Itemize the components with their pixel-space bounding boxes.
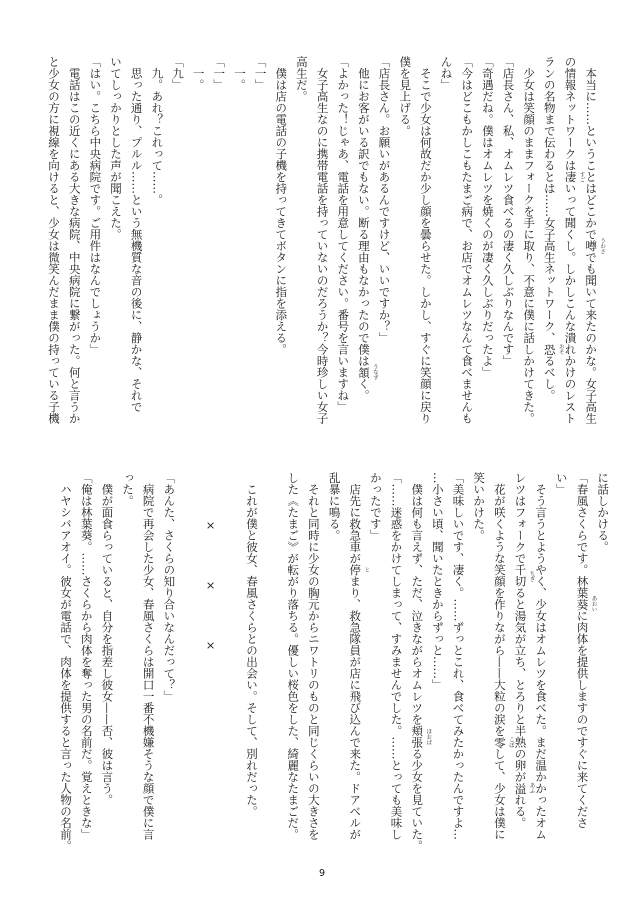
text-run: レツはフォークで [513,472,528,564]
text-column [262,472,283,842]
ruby-reading: すご [578,171,585,183]
text-column [592,472,613,842]
ruby-base: 千切 [513,564,528,587]
text-column [365,472,386,842]
text-run: 僕を見上げる。 [398,56,413,137]
text-column [333,56,354,426]
text-column [159,472,180,842]
text-run: 「……迷惑をかけてしまって、すみませんでした。……とっても美味し [389,472,404,840]
text-run: るべし。 [542,355,557,401]
text-run: 「奇遇だね。僕はオムレツを焼くのが凄く久しぶりだったよ」 [480,56,495,378]
ruby-word [492,736,514,749]
lower-text-block [55,472,613,852]
ruby-base: 頬張 [410,725,425,748]
text-column [147,56,168,426]
ruby-reading: ほおば [425,728,432,745]
text-run: 他にお客がいる訳でもない。断る理由もなかったので僕は [356,56,371,367]
ruby-word [513,782,535,795]
text-column [560,56,585,426]
ruby-word [575,596,597,613]
text-column [303,472,324,842]
text-run: でも聞いて来たのかな。女子高生 [584,251,599,424]
text-column [539,56,564,426]
text-column [43,56,64,426]
text-column [188,56,209,426]
text-column [427,472,448,842]
text-column [395,56,416,426]
text-column [580,56,606,426]
text-run: 「俺は林葉葵。……さくらから肉体を奪った男の名前だ。覚えときな」 [79,472,94,840]
text-column [436,56,457,426]
ruby-word [542,343,564,356]
ruby-base: 噂 [584,240,599,252]
text-run: ハヤシバアオイ。彼女が電話で、肉体を提供すると言った人物の名前。 [59,472,74,852]
text-column [448,472,469,842]
text-run: 少女は笑顔のままフォークを手に取り、不意に僕に話しかけてきた。 [522,56,537,424]
ruby-word [348,564,370,576]
text-run: の情報ネットワークは [563,56,578,171]
text-column [518,56,539,426]
text-run: 店先に救急車が [348,472,363,564]
text-column [105,56,126,426]
text-column [241,472,262,842]
text-column [167,56,188,426]
text-run: 一。 [232,56,247,91]
text-column [76,472,97,842]
text-run: 「あんた、さくらの知り合いなんだって？」 [162,472,177,702]
text-run: 九。あれ？これって……。 [150,56,165,206]
text-column [407,472,432,852]
text-column [457,56,478,426]
text-column [477,56,498,426]
text-run: る少女を見ていた。 [410,748,425,852]
ruby-word [410,725,432,748]
ruby-reading: おそ [557,343,564,355]
text-run: して、少女は僕に [492,748,507,840]
text-run: した《たまご》が転がり落ちる。優しい桜色をした、綺麗なたまごだ。 [286,472,301,840]
text-column [572,472,597,842]
text-run: 思った通り、プルル……という無機質な音の後に、静かな、それで [129,56,144,413]
text-column [55,472,76,852]
text-run: 高生だ。 [294,56,309,102]
text-run: 「九」 [170,56,185,91]
ruby-reading: あおい [590,596,597,613]
text-column [179,472,200,842]
text-run: これが僕と彼女、春風さくらとの出会い。そして、別れだった。 [244,472,259,817]
text-run: 病院で再会した少女、春風さくらは開口一番不機嫌そうな顔で僕に言 [141,472,156,840]
text-run: んね」 [439,56,454,91]
text-column [291,56,312,426]
text-column [415,56,436,426]
text-run: いって聞くし。しかしこんな潰れかけのレスト [563,182,578,424]
text-run: った。 [121,472,135,507]
text-run: に肉体を提供しますのですぐに来てくださ [575,610,590,829]
text-column [200,472,221,842]
ruby-word [584,237,606,254]
text-run: 僕は何も言えず、ただ、泣きながらオムレツを [410,472,425,725]
text-column [229,56,250,426]
text-run: それと同時に少女の胸元からニワトリのものと同じくらいの大きさを [306,472,321,840]
text-run: そこで少女は何故だか少し顔を曇らせた。しかし、すぐに笑顔に戻り [418,56,433,424]
text-run: 「美味しいです、凄く。……ずっとこれ、食べてみたかったんですよ… [451,472,466,840]
text-run: 「一」 [212,56,227,91]
text-column [283,472,304,842]
text-run: ると湯気が立ち、とろりと半熟の卵が [513,587,528,783]
ruby-word [356,364,378,381]
ruby-base: 零 [492,736,507,748]
text-column [209,56,230,426]
ruby-reading: ちぎ [528,570,535,581]
ruby-reading: と [363,567,370,573]
text-run: 一。 [191,56,206,91]
upper-text-block [43,56,606,426]
ruby-base: 凄 [563,171,578,183]
text-run: 花が咲くような笑顔を作りながら——大粒の涙を [492,472,507,737]
text-run: 本当に……ということはどこかで [584,56,599,240]
text-column [312,56,333,426]
text-run: いてしっかりとした声が聞こえた。 [109,56,123,240]
text-run: 僕は店の電話の子機を持ってきてボタンに指を添える。 [274,56,289,355]
text-run: 笑いかけた。 [472,472,487,541]
ruby-base: 葵 [575,598,590,610]
text-column [85,56,106,426]
text-column [469,472,490,842]
text-column [97,472,118,842]
text-column [221,472,242,842]
text-run: 「春風さくらです。林葉 [575,472,590,599]
ruby-word [513,564,535,587]
text-run: い」 [554,472,569,495]
text-column [64,56,85,426]
text-run: かったです」 [368,472,383,541]
text-run: 女子高生なのに携帯電話を持っていないのだろうか？今時珍しい女子 [315,56,330,424]
text-run: れる。 [513,794,528,829]
text-run: 「一」 [253,56,268,91]
ruby-base: 停 [348,564,363,576]
text-column [345,472,370,842]
text-run: …小さい頃、聞いたときからずっと……」 [430,472,445,691]
text-column [489,472,514,842]
text-run: く。 [356,378,371,401]
text-column [117,472,138,842]
ruby-reading: うわさ [599,237,606,254]
text-run: 「はい。こちら中央病院です。ご用件はなんでしょうか」 [88,56,103,355]
text-run: 乱暴に鳴る。 [327,472,342,541]
text-run: と少女の方に視線を向けると、少女は微笑んだまま僕の持っている子機 [47,56,62,424]
text-run: × × × [203,472,218,652]
ruby-reading: あふ [528,782,535,794]
text-column [498,56,519,426]
text-column [324,472,345,842]
ruby-base: 溢 [513,782,528,794]
text-run: 「今はどこもかしこもたまご病で、お店でオムレツなんて食べませんも [460,56,475,424]
ruby-reading: こぼ [507,736,514,748]
text-run: 「よかった！じゃあ、電話を用意してください。番号を言いますね」 [336,56,351,413]
text-column [126,56,147,426]
ruby-base: 頷 [356,366,371,378]
text-run: に話しかける。 [596,472,611,553]
text-column [138,472,159,842]
ruby-base: 恐 [542,343,557,355]
text-run: まり、救急隊員が店に飛び込んで来た。ドアベルが [348,575,363,840]
text-column [510,472,535,842]
text-column [250,56,271,426]
text-run: そう言うとようやく、少女はオムレツを食べた。まだ温かかったオム [534,472,549,840]
text-run: 電話はこの近くにある大きな病院、中央病院に繋がった。何と言うか [67,56,82,424]
text-run: 僕が面食らっていると、自分を指差し彼女——否、彼は言う。 [100,472,115,806]
text-run: 「店長さん。お願いがあるんですけど、いいですか？」 [377,56,392,344]
page-number: 9 [318,868,326,879]
text-run: ランの名物まで伝わるとは……女子高生ネットワーク、 [542,56,557,344]
text-column [386,472,407,842]
ruby-reading: うなず [371,364,378,381]
text-column [551,472,572,842]
text-run: 「店長さん、私、オムレツ食べるの凄く久しぶりなんです」 [501,56,516,367]
text-column [353,56,378,426]
ruby-word [563,171,585,183]
text-column [271,56,292,426]
